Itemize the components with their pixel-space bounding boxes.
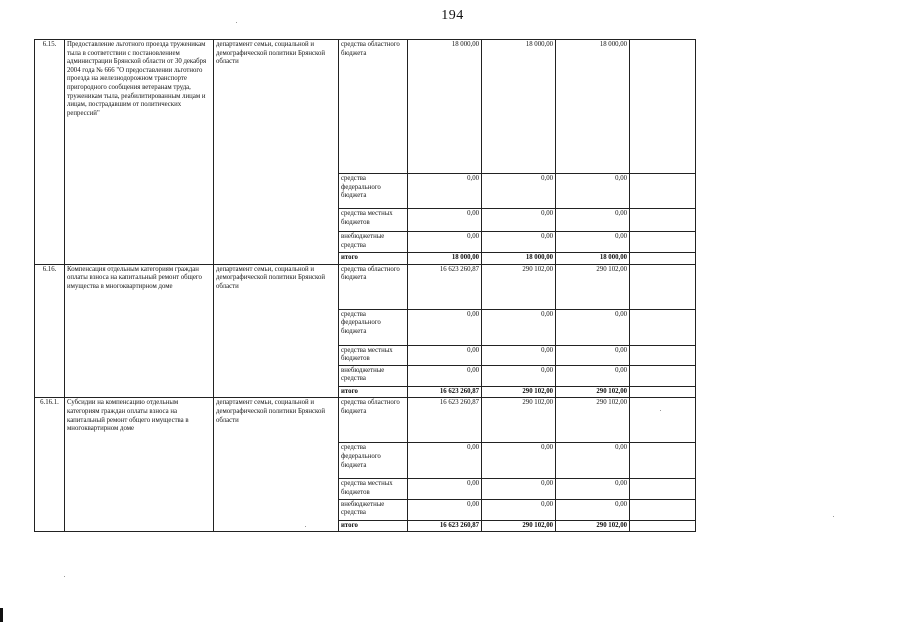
amount-year-2-cell: 0,00 — [482, 345, 556, 365]
amount-year-1-cell: 16 623 260,87 — [408, 520, 482, 532]
scan-edge-mark — [0, 608, 3, 622]
empty-cell — [630, 40, 696, 174]
amount-year-1-cell: 0,00 — [408, 499, 482, 520]
funding-source-cell: средства областного бюджета — [339, 264, 408, 309]
scan-speck — [236, 22, 237, 23]
empty-cell — [630, 499, 696, 520]
funding-source-cell: средства местных бюджетов — [339, 479, 408, 499]
page-number: 194 — [441, 8, 464, 23]
amount-year-2-cell: 18 000,00 — [482, 253, 556, 265]
amount-year-1-cell: 0,00 — [408, 209, 482, 232]
amount-year-2-cell: 290 102,00 — [482, 264, 556, 309]
funding-source-cell: внебюджетные средства — [339, 232, 408, 253]
empty-cell — [630, 398, 696, 443]
amount-year-1-cell: 18 000,00 — [408, 253, 482, 265]
amount-year-3-cell: 0,00 — [556, 209, 630, 232]
amount-year-1-cell: 0,00 — [408, 479, 482, 499]
amount-year-2-cell: 0,00 — [482, 209, 556, 232]
funding-source-cell: средства федерального бюджета — [339, 174, 408, 209]
amount-year-2-cell: 0,00 — [482, 309, 556, 345]
item-number-cell: 6.16.1. — [35, 398, 65, 532]
amount-year-1-cell: 16 623 260,87 — [408, 386, 482, 398]
item-number-cell: 6.15. — [35, 40, 65, 265]
amount-year-2-cell: 0,00 — [482, 499, 556, 520]
amount-year-2-cell: 0,00 — [482, 443, 556, 479]
funding-source-cell: внебюджетные средства — [339, 365, 408, 386]
empty-cell — [630, 232, 696, 253]
executor-cell: департамент семьи, социальной и демографической политики Брянской области — [214, 264, 339, 398]
amount-year-3-cell: 290 102,00 — [556, 520, 630, 532]
executor-cell: департамент семьи, социальной и демографической политики Брянской области — [214, 40, 339, 265]
funding-source-cell: итого — [339, 386, 408, 398]
amount-year-1-cell: 18 000,00 — [408, 40, 482, 174]
amount-year-3-cell: 0,00 — [556, 174, 630, 209]
amount-year-3-cell: 0,00 — [556, 345, 630, 365]
amount-year-3-cell: 0,00 — [556, 232, 630, 253]
amount-year-2-cell: 0,00 — [482, 174, 556, 209]
amount-year-1-cell: 0,00 — [408, 174, 482, 209]
amount-year-3-cell: 0,00 — [556, 443, 630, 479]
scan-speck — [305, 526, 306, 527]
table-row — [35, 40, 696, 174]
empty-cell — [630, 520, 696, 532]
measure-name-cell: Субсидии на компенсацию отдельным категориям граждан оплаты взноса на капитальный ремонт общего имущества в многоквартирном доме — [65, 398, 214, 532]
empty-cell — [630, 386, 696, 398]
empty-cell — [630, 209, 696, 232]
amount-year-3-cell: 0,00 — [556, 365, 630, 386]
amount-year-1-cell: 0,00 — [408, 232, 482, 253]
empty-cell — [630, 264, 696, 309]
amount-year-3-cell: 0,00 — [556, 499, 630, 520]
funding-source-cell: итого — [339, 520, 408, 532]
empty-cell — [630, 309, 696, 345]
amount-year-2-cell: 0,00 — [482, 479, 556, 499]
amount-year-1-cell: 16 623 260,87 — [408, 398, 482, 443]
table-row — [35, 398, 696, 443]
empty-cell — [630, 253, 696, 265]
scan-speck — [64, 576, 65, 577]
table-body — [35, 40, 696, 532]
funding-source-cell: средства федерального бюджета — [339, 309, 408, 345]
funding-source-cell: внебюджетные средства — [339, 499, 408, 520]
amount-year-3-cell: 18 000,00 — [556, 253, 630, 265]
amount-year-1-cell: 0,00 — [408, 309, 482, 345]
amount-year-2-cell: 0,00 — [482, 365, 556, 386]
amount-year-2-cell: 18 000,00 — [482, 40, 556, 174]
funding-source-cell: средства областного бюджета — [339, 40, 408, 174]
measure-name-cell: Предоставление льготного проезда труженикам тыла в соответствии с постановлением администрации Брянской области от 30 декабря 2004 года № 666 "О предоставлении льготного проезда на железнодорожном транспорте пригородного сообщения ветеранам труда, труженикам тыла, реабилитированным лицам и лицам, пострадавшим от политических репрессий" — [65, 40, 214, 265]
amount-year-2-cell: 0,00 — [482, 232, 556, 253]
scan-speck — [833, 516, 834, 517]
executor-cell: департамент семьи, социальной и демографической политики Брянской области — [214, 398, 339, 532]
funding-source-cell: средства областного бюджета — [339, 398, 408, 443]
amount-year-3-cell: 290 102,00 — [556, 398, 630, 443]
empty-cell — [630, 365, 696, 386]
program-funding-table — [34, 39, 696, 532]
item-number-cell: 6.16. — [35, 264, 65, 398]
empty-cell — [630, 345, 696, 365]
empty-cell — [630, 479, 696, 499]
amount-year-1-cell: 0,00 — [408, 345, 482, 365]
amount-year-3-cell: 290 102,00 — [556, 386, 630, 398]
funding-source-cell: средства местных бюджетов — [339, 345, 408, 365]
amount-year-1-cell: 0,00 — [408, 365, 482, 386]
empty-cell — [630, 443, 696, 479]
amount-year-3-cell: 290 102,00 — [556, 264, 630, 309]
amount-year-2-cell: 290 102,00 — [482, 386, 556, 398]
amount-year-1-cell: 16 623 260,87 — [408, 264, 482, 309]
amount-year-3-cell: 0,00 — [556, 309, 630, 345]
scan-speck — [660, 410, 661, 411]
table-row — [35, 264, 696, 309]
funding-source-cell: итого — [339, 253, 408, 265]
measure-name-cell: Компенсация отдельным категориям граждан оплаты взноса на капитальный ремонт общего имущества в многоквартирном доме — [65, 264, 214, 398]
amount-year-3-cell: 0,00 — [556, 479, 630, 499]
empty-cell — [630, 174, 696, 209]
amount-year-1-cell: 0,00 — [408, 443, 482, 479]
amount-year-2-cell: 290 102,00 — [482, 520, 556, 532]
amount-year-3-cell: 18 000,00 — [556, 40, 630, 174]
funding-source-cell: средства федерального бюджета — [339, 443, 408, 479]
funding-source-cell: средства местных бюджетов — [339, 209, 408, 232]
amount-year-2-cell: 290 102,00 — [482, 398, 556, 443]
